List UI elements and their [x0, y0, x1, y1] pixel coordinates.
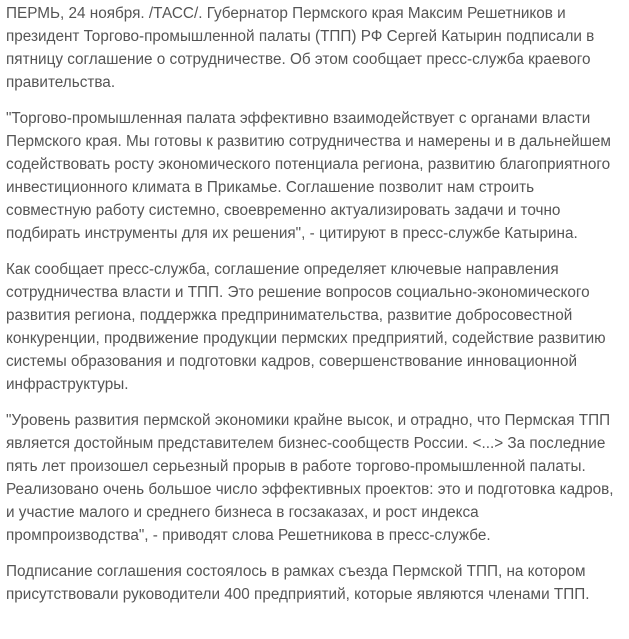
article-paragraph-congress: Подписание соглашения состоялось в рамках съезда Пермской ТПП, на котором присутствовали руководители 400 предприятий, которые являются членами ТПП.: [6, 563, 590, 603]
article-paragraph-agreement-directions: Как сообщает пресс-служба, соглашение определяет ключевые направления сотрудничества власти и ТПП. Это решение вопросов социально-экономического развития региона, поддержка предпринимательства, развитие добросовестной конкуренции, продвижение продукции пермских предприятий, содействие развитию системы образования и подготовки кадров, совершенствование инновационной инфраструктуры.: [6, 261, 606, 393]
article-paragraph-reshetnikov-quote: "Уровень развития пермской экономики крайне высок, и отрадно, что Пермская ТПП является достойным представителем бизнес-сообществ России. <...> За последние пять лет произошел серьезный прорыв в работе торгово-промышленной палаты. Реализовано очень большое число эффективных проектов: это и подготовка кадров, и участие малого и среднего бизнеса в госзаказах, и рост индекса промпроизводства", - приводят слова Решетникова в пресс-службе.: [6, 412, 614, 544]
article-paragraph-lead: ПЕРМЬ, 24 ноября. /ТАСС/. Губернатор Пермского края Максим Решетников и президент Торгово-промышленной палаты (ТПП) РФ Сергей Катырин подписали в пятницу соглашение о сотрудничестве. Об этом сообщает пресс-служба краевого правительства.: [6, 5, 595, 91]
article-paragraph-katyrin-quote: "Торгово-промышленная палата эффективно взаимодействует с органами власти Пермского края. Мы готовы к развитию сотрудничества и намерены и в дальнейшем содействовать росту экономического потенциала региона, развитию благоприятного инвестиционного климата в Прикамье. Соглашение позволит нам строить совместную работу системно, своевременно актуализировать задачи и точно подбирать инструменты для их решения", - цитируют в пресс-службе Катырина.: [6, 110, 611, 242]
